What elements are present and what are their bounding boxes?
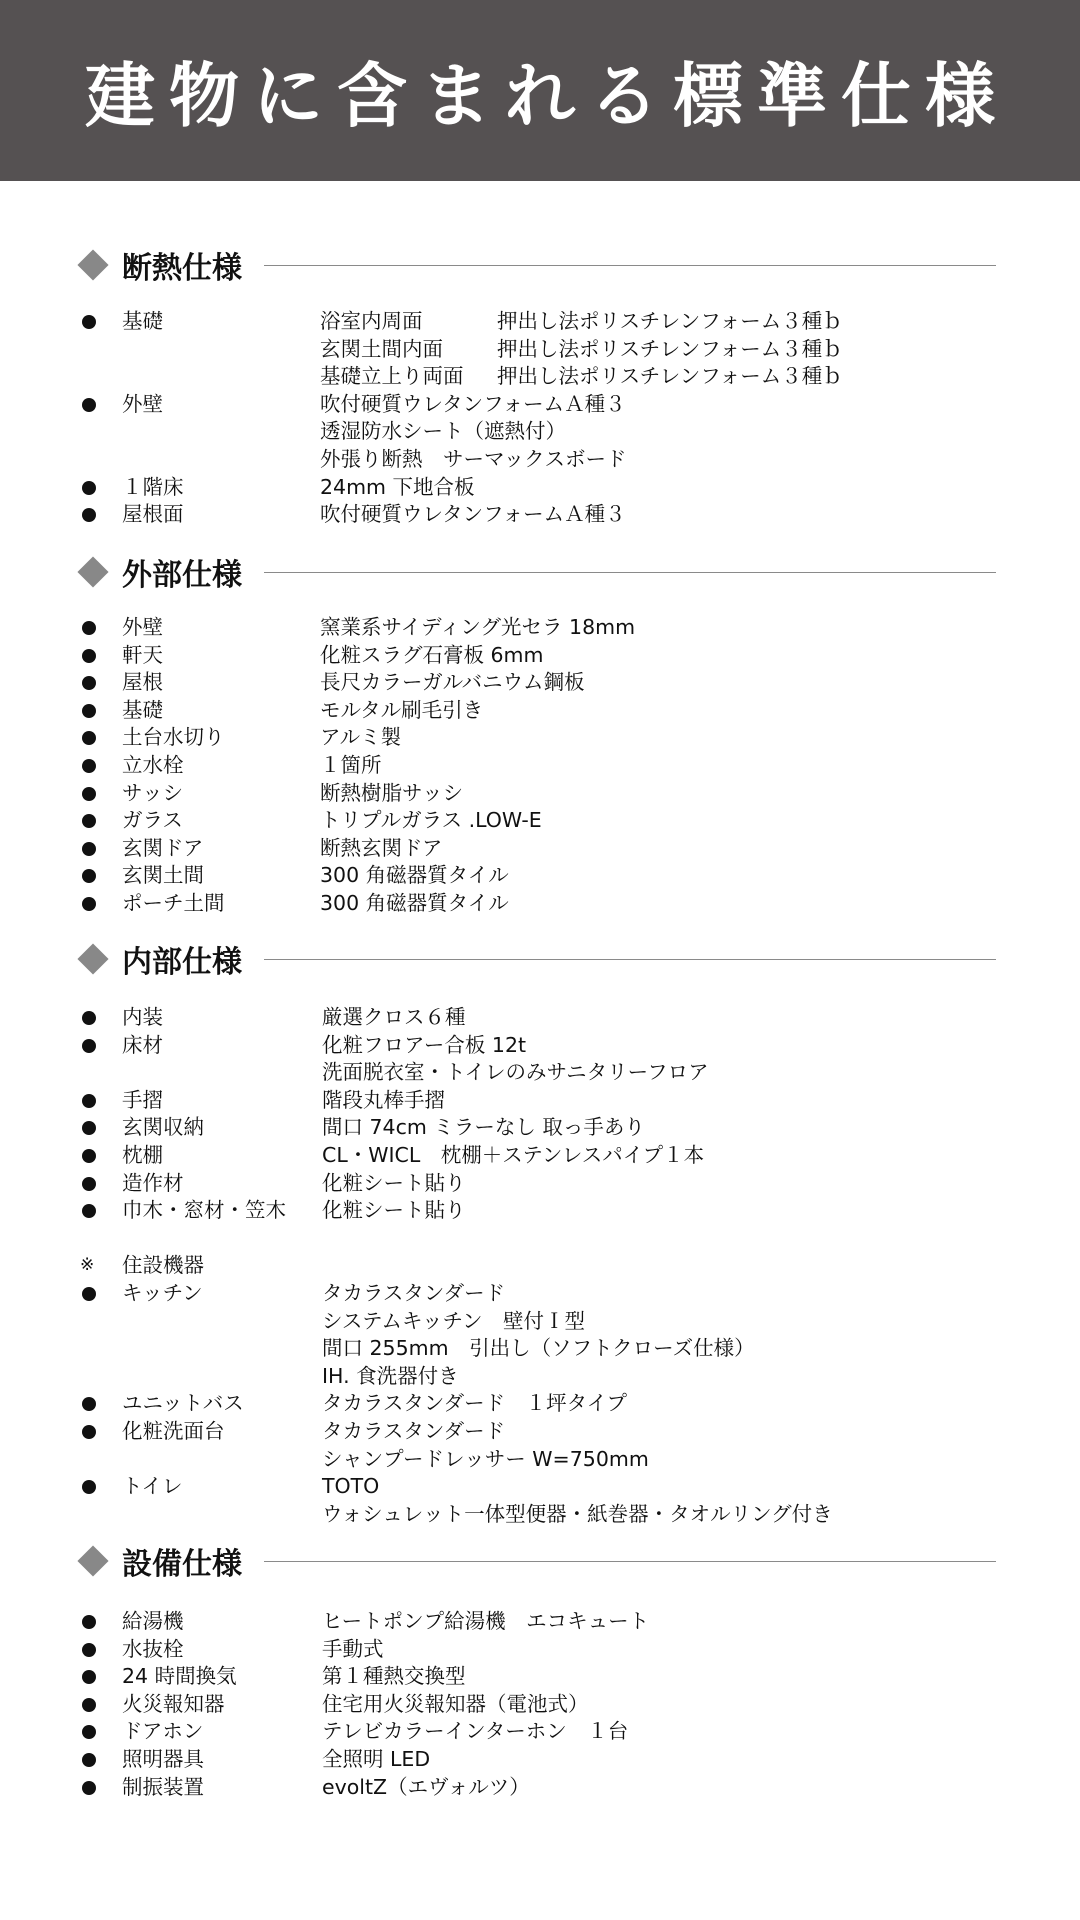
item-label: ガラス bbox=[122, 808, 183, 833]
item-value: アルミ製 bbox=[320, 725, 402, 750]
item-label: 造作材 bbox=[122, 1170, 184, 1195]
bullet-icon bbox=[82, 1643, 96, 1657]
item-detail: 押出し法ポリスチレンフォーム３種ｂ bbox=[497, 364, 843, 389]
item-value: 長尺カラーガルバニウム鋼板 bbox=[320, 670, 585, 695]
item-value: テレビカラーインターホン １台 bbox=[322, 1719, 629, 1744]
list-item bbox=[80, 890, 1000, 918]
bullet-icon bbox=[82, 1670, 96, 1684]
item-label: 手摺 bbox=[122, 1087, 163, 1112]
bullet-icon bbox=[82, 1397, 96, 1411]
item-label: 玄関ドア bbox=[122, 835, 204, 860]
section-title: 設備仕様 bbox=[122, 1547, 242, 1582]
item-value: 断熱玄関ドア bbox=[320, 835, 443, 860]
list-item bbox=[80, 1446, 1000, 1474]
item-value: ヒートポンプ給湯機 エコキュート bbox=[322, 1609, 650, 1633]
section-header-interior bbox=[76, 934, 996, 984]
list-item bbox=[80, 1691, 1000, 1719]
list-item bbox=[80, 1608, 1000, 1636]
item-value: 玄関土間内面 bbox=[320, 336, 443, 361]
divider bbox=[264, 1561, 996, 1562]
list-item bbox=[80, 724, 1000, 752]
section-header-insulation bbox=[76, 240, 996, 290]
section-title: 内部仕様 bbox=[122, 945, 242, 980]
item-value: 化粧シート貼り bbox=[322, 1170, 466, 1195]
diamond-icon bbox=[77, 556, 108, 587]
item-value: evoltZ（エヴォルツ） bbox=[322, 1774, 530, 1799]
list-item bbox=[80, 1501, 1000, 1529]
spec-list-exterior bbox=[80, 614, 1000, 918]
bullet-icon bbox=[82, 676, 96, 690]
item-label: 基礎 bbox=[122, 697, 163, 722]
item-value: 厳選クロス６種 bbox=[322, 1005, 466, 1029]
item-value: タカラスタンダード １坪タイプ bbox=[322, 1391, 628, 1416]
item-value: 吹付硬質ウレタンフォームＡ種３ bbox=[320, 391, 626, 416]
item-label: 土台水切り bbox=[122, 725, 225, 750]
list-item bbox=[80, 1032, 1000, 1060]
item-value: CL・WICL 枕棚＋ステンレスパイプ１本 bbox=[322, 1142, 705, 1167]
list-item bbox=[80, 363, 1000, 391]
list-item bbox=[80, 391, 1000, 419]
bullet-icon bbox=[82, 315, 96, 329]
list-item bbox=[80, 669, 1000, 697]
item-value: 化粧フロアー合板 12t bbox=[322, 1032, 527, 1057]
item-value: 間口 74cm ミラーなし 取っ手あり bbox=[322, 1115, 645, 1140]
spec-list-facilities bbox=[80, 1608, 1000, 1801]
list-item bbox=[80, 501, 1000, 529]
list-item bbox=[80, 1746, 1000, 1774]
item-value: システムキッチン 壁付Ｉ型 bbox=[322, 1308, 586, 1333]
bullet-icon bbox=[82, 869, 96, 883]
list-item bbox=[80, 308, 1000, 336]
list-item bbox=[80, 1390, 1000, 1418]
item-label: ポーチ土間 bbox=[122, 890, 225, 915]
item-value: IH. 食洗器付き bbox=[322, 1363, 459, 1388]
list-item bbox=[80, 780, 1000, 808]
section-header-exterior bbox=[76, 547, 996, 597]
page-title: 建物に含まれる標準仕様 bbox=[85, 55, 1009, 137]
list-item bbox=[80, 474, 1000, 502]
item-value: 透湿防水シート（遮熱付） bbox=[320, 419, 566, 444]
item-value: 洗面脱衣室・トイレのみサニタリーフロア bbox=[322, 1060, 709, 1085]
section-title: 外部仕様 bbox=[122, 558, 242, 593]
divider bbox=[264, 959, 996, 960]
item-label: 火災報知器 bbox=[122, 1691, 225, 1716]
item-value: 300 角磁器質タイル bbox=[320, 863, 509, 888]
bullet-icon bbox=[82, 731, 96, 745]
item-value: シャンプードレッサー W=750mm bbox=[322, 1446, 649, 1471]
item-value: トリプルガラス .LOW-E bbox=[320, 808, 542, 833]
item-value: 外張り断熱 サーマックスボード bbox=[320, 446, 627, 471]
bullet-icon bbox=[82, 1781, 96, 1795]
item-label: 屋根面 bbox=[122, 502, 184, 527]
bullet-icon bbox=[82, 842, 96, 856]
item-label: 巾木・窓材・笠木 bbox=[122, 1198, 286, 1223]
item-label: 24 時間換気 bbox=[122, 1664, 237, 1689]
bullet-icon bbox=[82, 1177, 96, 1191]
divider bbox=[264, 572, 996, 573]
list-item bbox=[80, 336, 1000, 364]
list-item bbox=[80, 1663, 1000, 1691]
item-label: 枕棚 bbox=[122, 1142, 163, 1167]
item-value: 全照明 LED bbox=[322, 1746, 431, 1771]
item-detail: 押出し法ポリスチレンフォーム３種ｂ bbox=[497, 336, 843, 361]
item-label: 照明器具 bbox=[122, 1746, 204, 1771]
bullet-icon bbox=[82, 897, 96, 911]
list-item bbox=[80, 862, 1000, 890]
bullet-icon bbox=[82, 1725, 96, 1739]
item-value: 300 角磁器質タイル bbox=[320, 890, 509, 915]
item-label: 水抜栓 bbox=[122, 1636, 184, 1661]
list-item bbox=[80, 1335, 1000, 1363]
list-item bbox=[80, 835, 1000, 863]
bullet-icon bbox=[82, 1094, 96, 1108]
diamond-icon bbox=[77, 249, 108, 280]
item-value: 24mm 下地合板 bbox=[320, 474, 475, 499]
bullet-icon bbox=[82, 1287, 96, 1301]
item-label: 内装 bbox=[122, 1005, 163, 1029]
list-item bbox=[80, 1142, 1000, 1170]
list-item bbox=[80, 1004, 1000, 1032]
item-label: 外壁 bbox=[122, 615, 163, 639]
bullet-icon bbox=[82, 704, 96, 718]
item-label: 制振装置 bbox=[122, 1774, 204, 1799]
item-value: モルタル刷毛引き bbox=[320, 697, 484, 722]
list-item bbox=[80, 1636, 1000, 1664]
spacer bbox=[80, 1225, 1000, 1253]
item-label: サッシ bbox=[122, 780, 184, 805]
list-item bbox=[80, 1718, 1000, 1746]
bullet-icon bbox=[82, 1011, 96, 1025]
item-value: 化粧スラグ石膏板 6mm bbox=[320, 642, 544, 667]
item-label: ドアホン bbox=[122, 1719, 204, 1744]
section-title: 断熱仕様 bbox=[122, 251, 242, 286]
item-value: 住宅用火災報知器（電池式） bbox=[322, 1691, 589, 1716]
item-label: 玄関収納 bbox=[122, 1115, 204, 1140]
list-item bbox=[80, 1059, 1000, 1087]
bullet-icon bbox=[82, 1753, 96, 1767]
item-value: タカラスタンダード bbox=[322, 1280, 506, 1305]
item-detail: 押出し法ポリスチレンフォーム３種ｂ bbox=[497, 309, 843, 333]
item-value: １箇所 bbox=[320, 752, 382, 777]
item-label: 給湯機 bbox=[122, 1609, 184, 1633]
section-header-facilities bbox=[76, 1536, 996, 1586]
list-item bbox=[80, 697, 1000, 725]
item-label: １階床 bbox=[122, 474, 184, 499]
item-value: 化粧シート貼り bbox=[322, 1198, 466, 1223]
bullet-icon bbox=[82, 1039, 96, 1053]
list-item bbox=[80, 752, 1000, 780]
list-item bbox=[80, 446, 1000, 474]
bullet-icon bbox=[82, 1149, 96, 1163]
bullet-icon bbox=[82, 398, 96, 412]
list-item bbox=[80, 1170, 1000, 1198]
list-item bbox=[80, 1114, 1000, 1142]
bullet-icon bbox=[82, 787, 96, 801]
spec-list-insulation bbox=[80, 308, 1000, 529]
list-item bbox=[80, 1087, 1000, 1115]
list-item bbox=[80, 1363, 1000, 1391]
item-label: 外壁 bbox=[122, 391, 163, 416]
item-value: 吹付硬質ウレタンフォームＡ種３ bbox=[320, 502, 626, 527]
item-value: ウォシュレット一体型便器・紙巻器・タオルリング付き bbox=[322, 1501, 833, 1526]
item-label: 基礎 bbox=[122, 309, 163, 333]
bullet-icon bbox=[82, 1480, 96, 1494]
bullet-icon bbox=[82, 649, 96, 663]
bullet-icon bbox=[82, 1425, 96, 1439]
item-value: タカラスタンダード bbox=[322, 1418, 506, 1443]
list-item bbox=[80, 614, 1000, 642]
item-value: 断熱樹脂サッシ bbox=[320, 780, 464, 805]
bullet-icon bbox=[82, 814, 96, 828]
list-item bbox=[80, 418, 1000, 446]
list-item bbox=[80, 1473, 1000, 1501]
item-value: 手動式 bbox=[322, 1636, 384, 1661]
item-label: 立水栓 bbox=[122, 752, 184, 777]
item-label: キッチン bbox=[122, 1280, 203, 1305]
bullet-icon bbox=[82, 1615, 96, 1629]
item-value: 階段丸棒手摺 bbox=[322, 1087, 445, 1112]
list-item bbox=[80, 1308, 1000, 1336]
item-label: トイレ bbox=[122, 1474, 183, 1499]
divider bbox=[264, 265, 996, 266]
item-label: 屋根 bbox=[122, 670, 163, 695]
bullet-icon bbox=[82, 481, 96, 495]
item-value: 窯業系サイディング光セラ 18mm bbox=[320, 615, 636, 639]
bullet-icon bbox=[82, 1121, 96, 1135]
item-label: 床材 bbox=[122, 1032, 163, 1057]
list-item bbox=[80, 1197, 1000, 1225]
bullet-icon bbox=[82, 1204, 96, 1218]
bullet-icon bbox=[82, 1698, 96, 1712]
item-label: 軒天 bbox=[122, 642, 163, 667]
bullet-icon bbox=[82, 621, 96, 635]
item-label: 化粧洗面台 bbox=[122, 1418, 225, 1443]
item-label: ユニットバス bbox=[122, 1391, 244, 1416]
item-value: 基礎立上り両面 bbox=[320, 364, 464, 389]
note-row bbox=[80, 1252, 1000, 1280]
note-label: 住設機器 bbox=[122, 1253, 204, 1278]
list-item bbox=[80, 1774, 1000, 1802]
bullet-icon bbox=[82, 759, 96, 773]
list-item bbox=[80, 642, 1000, 670]
diamond-icon bbox=[77, 1545, 108, 1576]
item-value: TOTO bbox=[322, 1474, 380, 1499]
note-mark: ※ bbox=[80, 1255, 95, 1276]
list-item bbox=[80, 1280, 1000, 1308]
bullet-icon bbox=[82, 508, 96, 522]
item-label: 玄関土間 bbox=[122, 863, 204, 888]
item-value: 間口 255mm 引出し（ソフトクローズ仕様） bbox=[322, 1336, 755, 1361]
header-banner bbox=[0, 0, 1080, 181]
list-item bbox=[80, 807, 1000, 835]
item-value: 第１種熱交換型 bbox=[322, 1664, 466, 1689]
list-item bbox=[80, 1418, 1000, 1446]
item-value: 浴室内周面 bbox=[320, 309, 423, 333]
diamond-icon bbox=[77, 943, 108, 974]
spec-list-interior bbox=[80, 1004, 1000, 1528]
